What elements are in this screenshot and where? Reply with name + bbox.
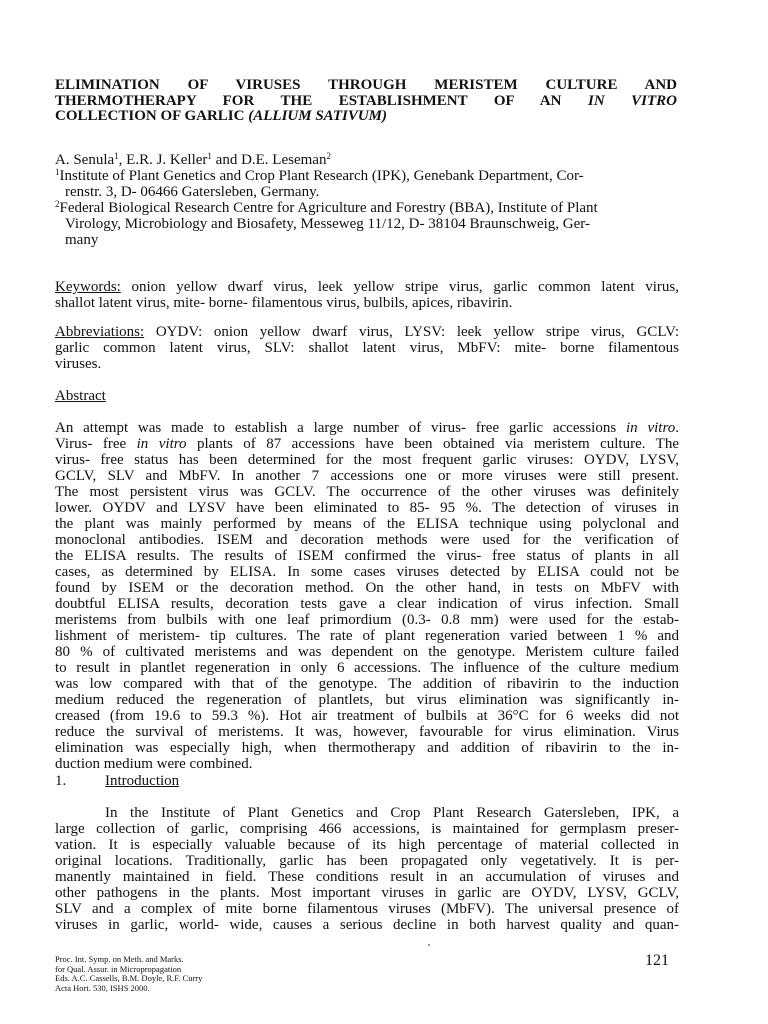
abstract-line-10: cases, as determined by ELISA. In some cases viruses detected by ELISA could not be [55,564,679,580]
abstract-line-13: meristems from bulbils with one leaf primordium (0.3- 0.8 mm) were used for the estab- [55,612,679,628]
title-line-3 [55,109,677,125]
abstract-line-19: creased (from 19.6 to 59.3 %). Hot air treatment of bulbils at 36°C for 6 weeks did not [55,708,679,724]
section-number: 1. [55,773,67,789]
footer-line-4: Acta Hort. 530, ISHS 2000. [55,982,150,993]
intro-line-6: other pathogens in the plants. Most important viruses in garlic are OYDV, LYSV, GCLV, [55,885,679,901]
paper-title [55,78,677,125]
abstract-line-8: monoclonal antibodies. ISEM and decoration methods were used for the verification of [55,532,679,548]
abstract-line-1-text: An attempt was made to establish a large number of virus- free garlic accessions [55,420,626,436]
intro-line-8: viruses in garlic, world- wide, causes a serious decline in both harvest quality and quan- [55,917,679,933]
affiliation-2-mark: 2 [55,199,60,209]
affiliation-1-mark: 1 [55,167,60,177]
page-number: 121 [645,952,669,969]
abstract-line-21: elimination was especially high, when thermotherapy and addition of ribavirin to the in- [55,740,679,756]
affiliation-2-line-2: Virology, Microbiology and Biosafety, Messeweg 11/12, D- 38104 Braunschweig, Ger- [65,216,590,232]
abstract-heading [55,388,679,404]
title-line-1: ELIMINATION OF VIRUSES THROUGH MERISTEM CULTURE AND [55,77,677,93]
affiliation-1-line-1: Institute of Plant Genetics and Crop Plant Research (IPK), Genebank Department, Cor- [59,168,584,184]
abstract-in-vitro-1: in vitro [625,420,676,436]
abbreviations-line-2: garlic common latent virus, SLV: shallot latent virus, MbFV: mite- borne filamentous [55,340,679,356]
introduction-body [55,805,679,933]
abstract-line-1 [55,420,679,436]
abstract-line-22: duction medium were combined. [55,756,253,772]
intro-line-4: original locations. Traditionally, garlic has been propagated only vegetatively. It is per- [55,853,679,869]
publication-footer [55,955,295,993]
abbreviations-text-1: OYDV: onion yellow dwarf virus, LYSV: leek yellow stripe virus, GCLV: [144,324,679,340]
abstract-body [55,420,679,772]
abstract-line-6: lower. OYDV and LYSV have been eliminated to 85- 95 %. The detection of viruses in [55,500,679,516]
abstract-line-17: was low compared with that of the genotype. The addition of ribavirin to the induction [55,676,679,692]
abstract-line-12: doubtful ELISA results, decoration tests gave a clear indication of virus infection. Small [55,596,679,612]
abstract-line-2 [55,436,679,452]
section-title: Introduction [105,773,180,789]
author-1: A. Senula [55,152,115,168]
title-species: ALLIUM SATIVUM [253,108,383,124]
authors-block [55,152,679,248]
abstract-line-1-end: . [675,420,679,436]
abbreviations-block [55,324,679,372]
author-2: , E.R. J. Keller [118,152,208,168]
abbreviations-label: Abbreviations: [55,324,145,340]
keywords-label: Keywords: [55,279,121,295]
title-line-2 [55,94,677,110]
abbreviations-line-1 [55,324,679,340]
affiliation-2-line-3: many [65,232,99,248]
intro-line-7: SLV and a complex of mite borne filamentous viruses (MbFV). The universal presence of [55,901,679,917]
footer-line-3: Eds. A.C. Cassells, B.M. Doyle, R.F. Curry [55,973,203,983]
footer-line-1: Proc. Int. Symp. on Meth. and Marks. [55,954,184,964]
title-paren-open: ( [248,108,254,124]
title-line-3-text: COLLECTION OF GARLIC [55,108,249,124]
title-line-2-text: THERMOTHERAPY FOR THE ESTABLISHMENT OF AN [55,92,588,109]
abstract-line-16: to result in plantlet regeneration in only 6 accessions. The influence of the culture medium [55,660,679,676]
abstract-line-7: the plant was mainly performed by means of the ELISA technique using polyclonal and [55,516,679,532]
introduction-heading [55,773,679,789]
intro-line-2: large collection of garlic, comprising 466 accessions, is maintained for germplasm preser- [55,821,679,837]
abstract-line-14: lishment of meristem- tip cultures. The rate of plant regeneration varied between 1 % and [55,628,679,644]
author-2-mark: 1 [207,151,212,161]
abstract-line-9: the ELISA results. The results of ISEM confirmed the virus- free status of plants in all [55,548,679,564]
author-3-mark: 2 [326,151,331,161]
affiliation-2 [55,200,679,216]
introduction-heading-underlined [55,773,179,789]
abstract-heading-text: Abstract [55,388,106,404]
author-3: and D.E. Leseman [211,152,327,168]
intro-line-1: In the Institute of Plant Genetics and Crop Plant Research Gatersleben, IPK, a [105,805,679,821]
affiliation-2-line-1: Federal Biological Research Centre for Agriculture and Forestry (BBA), Institute of Plant [59,200,598,216]
abstract-line-15: 80 % of cultivated meristems and was dependent on the genotype. Meristem culture failed [55,644,679,660]
keywords-line-1 [55,279,679,295]
title-in-vitro: IN VITRO [587,92,678,109]
abstract-line-3: virus- free status has been determined for the most frequent garlic viruses: OYDV, LYSV, [55,452,679,468]
abstract-in-vitro-2: in vitro [136,436,187,452]
abstract-line-2-end: plants of 87 accessions have been obtained via meristem culture. The [186,436,679,452]
abstract-line-11: found by ISEM or the decoration method. On the other hand, in tests on MbFV with [55,580,679,596]
author-1-mark: 1 [114,151,119,161]
abstract-line-4: GCLV, SLV and MbFV. In another 7 accessions one or more viruses were still present. [55,468,679,484]
abbreviations-line-3: viruses. [55,356,102,372]
author-names [55,152,679,168]
intro-line-5: manently maintained in field. These conditions result in an accumulation of viruses and [55,869,679,885]
abstract-line-5: The most persistent virus was GCLV. The occurrence of the other viruses was definitely [55,484,679,500]
abstract-line-18: medium reduced the regeneration of plantlets, but virus elimination was significantly in- [55,692,679,708]
affiliation-1-line-2: renstr. 3, D- 06466 Gatersleben, Germany. [65,184,320,200]
abstract-line-2-text: Virus- free [55,436,137,452]
title-paren-close: ) [382,108,388,124]
keywords-line-2: shallot latent virus, mite- borne- filamentous virus, bulbils, apices, ribavirin. [55,295,513,311]
intro-line-3: vation. It is especially valuable because of its high percentage of material collected in [55,837,679,853]
abstract-line-20: reduce the survival of meristems. It was, however, favourable for virus elimination. Virus [55,724,679,740]
scan-speck [428,944,430,946]
keywords-block [55,279,679,311]
affiliation-1 [55,168,679,184]
footer-line-2: for Qual. Assur. in Micropropagation [55,963,182,974]
keywords-text-1: onion yellow dwarf virus, leek yellow stripe virus, garlic common latent virus, [120,279,679,295]
